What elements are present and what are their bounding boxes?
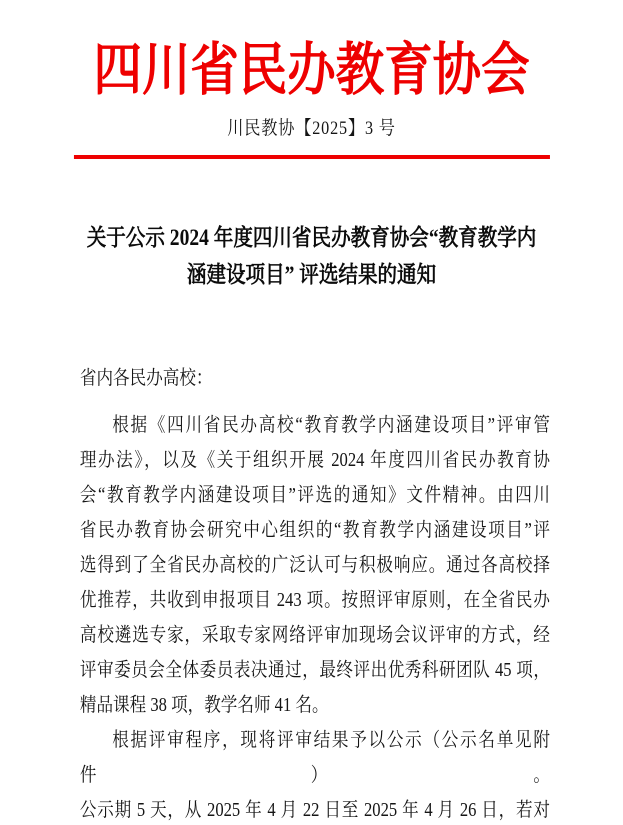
body-line: 精品课程 38 项，教学名师 41 名。	[79, 695, 329, 716]
paragraphs-container	[80, 408, 550, 825]
body-line: 高校遴选专家，采取专家网络评审加现场会议评审的方式，经	[79, 625, 550, 646]
body-line: 优推荐，共收到申报项目 243 项。按照评审原则，在全省民办	[79, 590, 550, 611]
body-line: 理办法》，以及《关于组织开展 2024 年度四川省民办教育协	[79, 450, 550, 471]
body-line: 公示期 5 天，从 2025 年 4 月 22 日至 2025 年 4 月 26 日，若对	[79, 800, 550, 821]
org-title-red-header: 四川省民办教育协会	[93, 39, 530, 102]
body-line: 会“教育教学内涵建设项目”评选的通知》文件精神。由四川	[79, 485, 550, 506]
body-line: 省民办教育协会研究中心组织的“教育教学内涵建设项目”评	[79, 520, 550, 541]
doc-number: 川民教协【2025】3 号	[227, 118, 396, 139]
red-divider-line	[74, 155, 550, 159]
document-content	[0, 38, 623, 825]
document-title	[0, 219, 623, 293]
document-title-line-1: 关于公示 2024 年度四川省民办教育协会“教育教学内	[86, 225, 537, 250]
body-line: 评审委员会全体委员表决通过，最终评出优秀科研团队 45 项，	[79, 660, 550, 681]
salutation: 省内各民办高校：	[79, 368, 213, 389]
body-line: 选得到了全省民办高校的广泛认可与积极响应。通过各高校择	[79, 555, 550, 576]
document-title-line-2: 涵建设项目” 评选结果的通知	[186, 262, 437, 287]
paragraph	[80, 723, 550, 825]
paragraph	[80, 408, 550, 723]
document-body	[80, 361, 550, 825]
body-line: 根据《四川省民办高校“教育教学内涵建设项目”评审管	[112, 415, 550, 436]
body-line: 根据评审程序，现将评审结果予以公示（公示名单见附件）。	[79, 730, 550, 786]
